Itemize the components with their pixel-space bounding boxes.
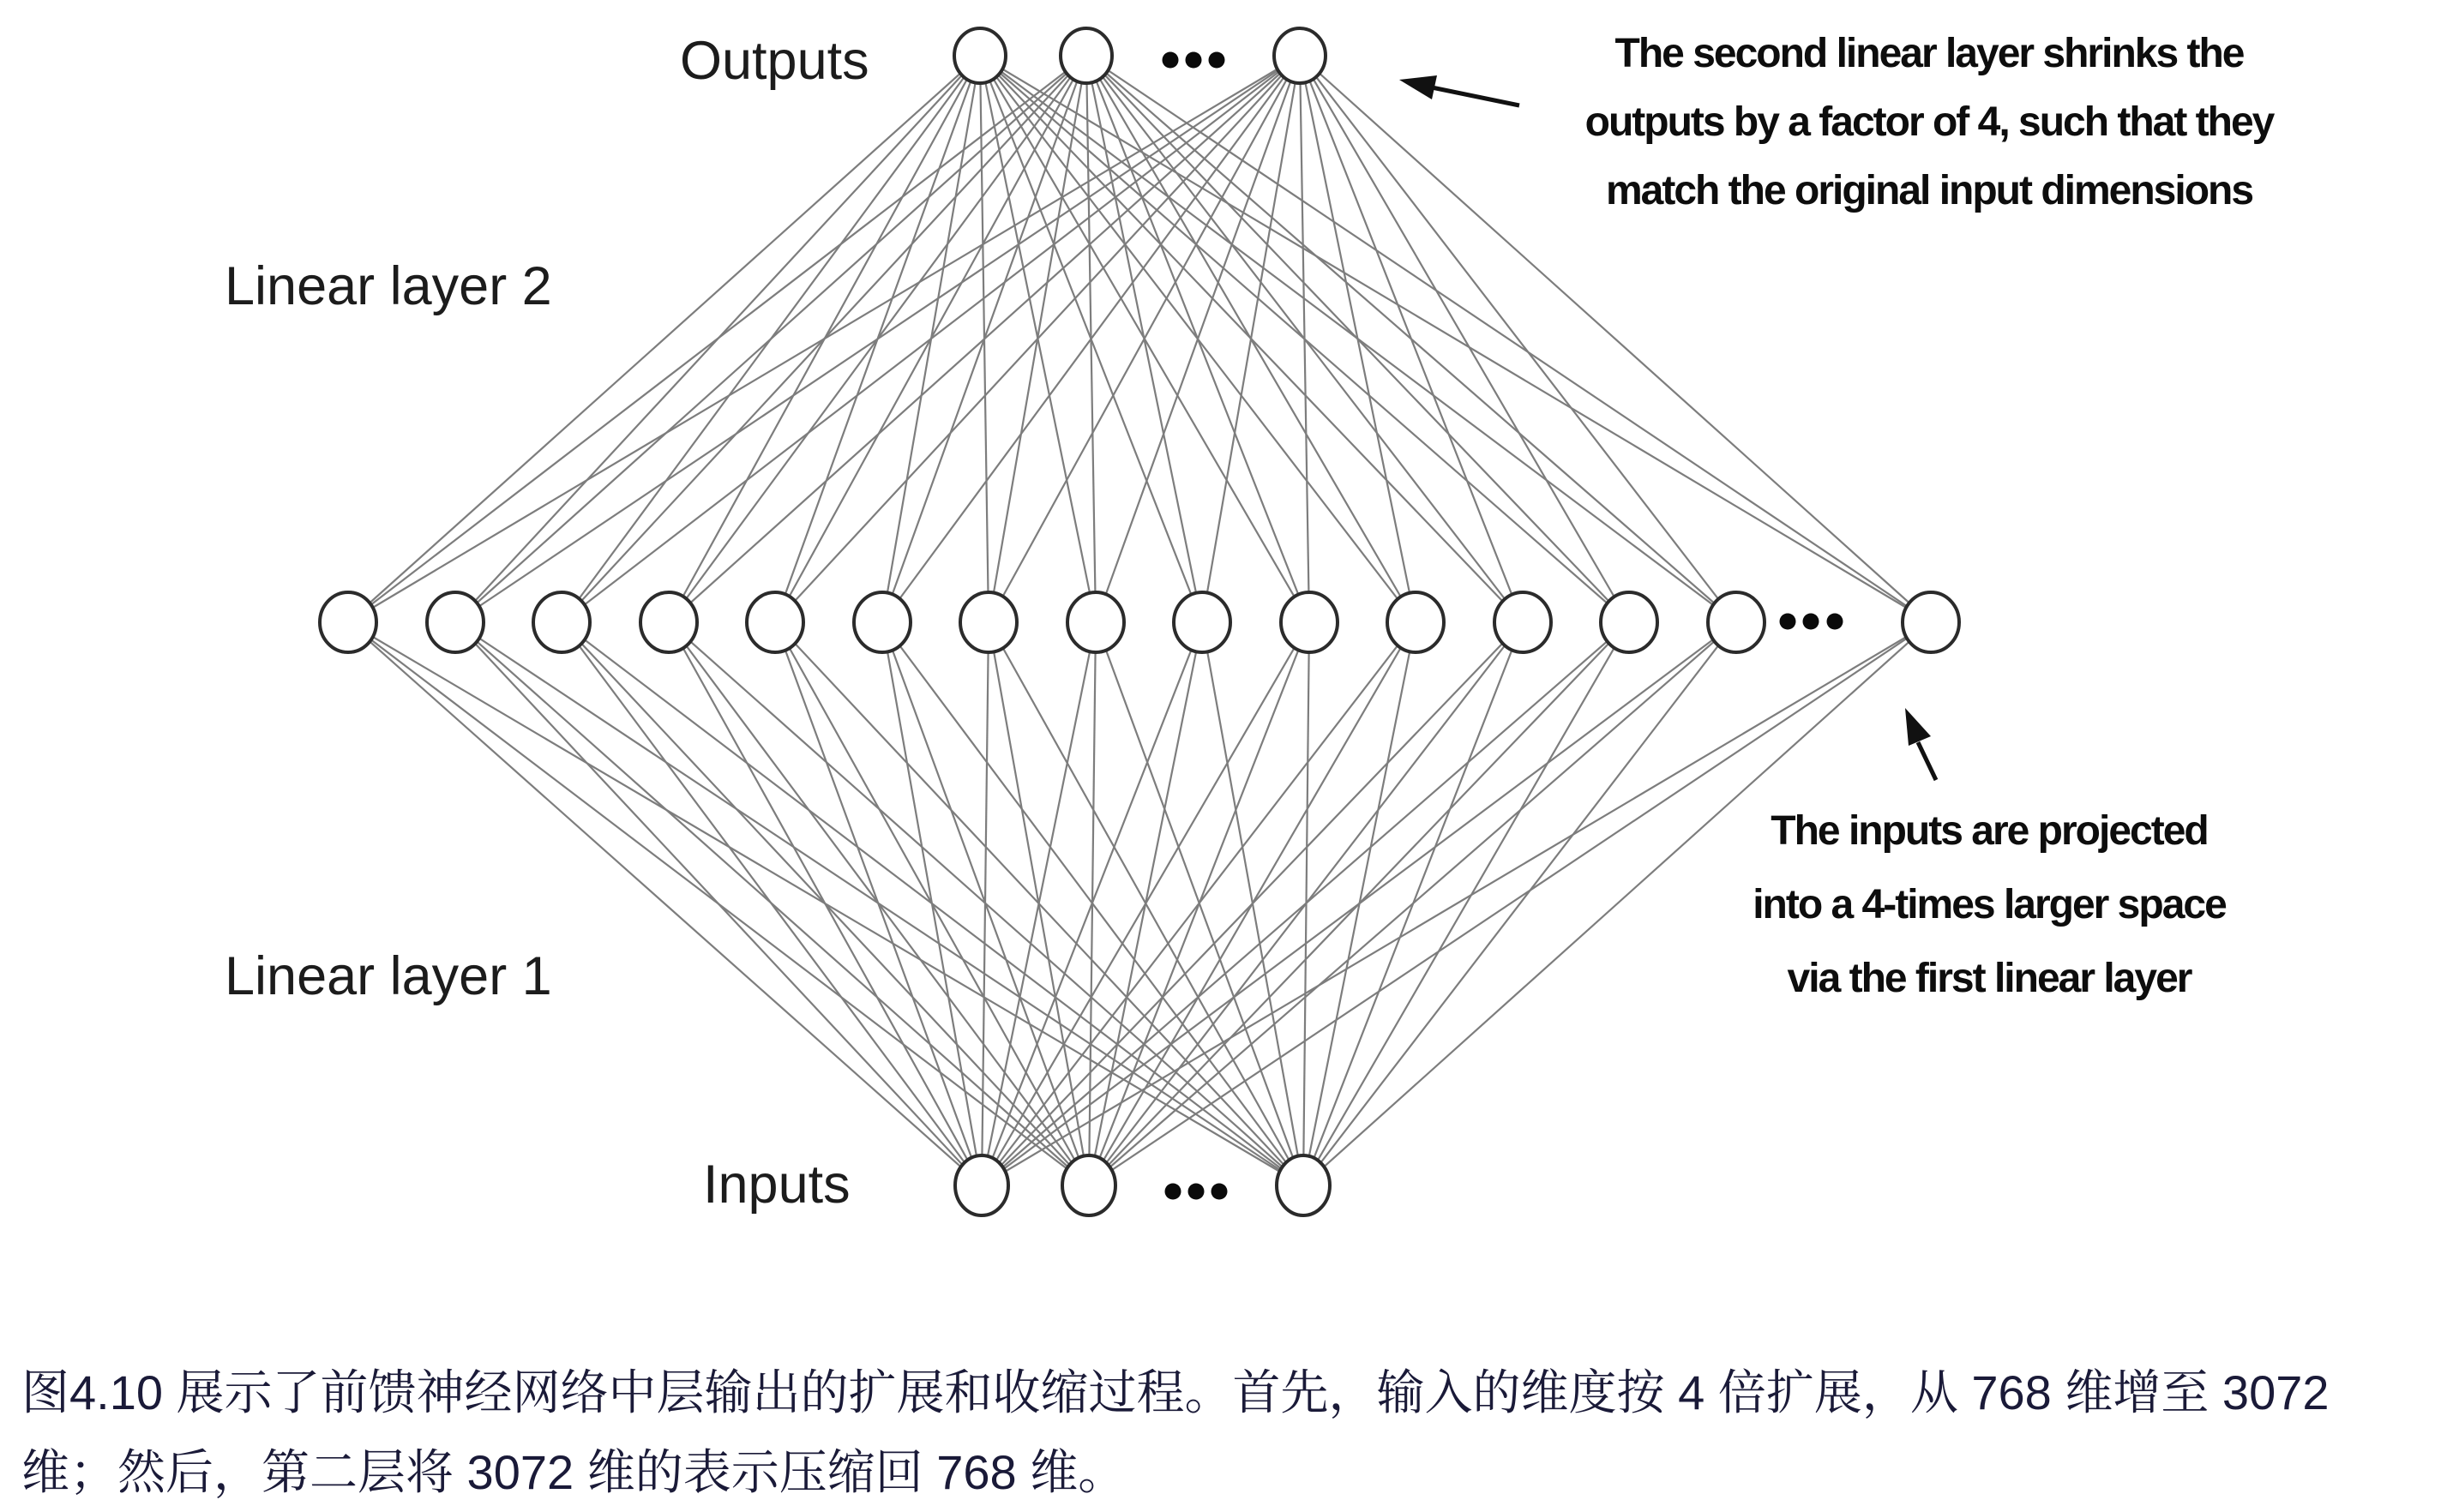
edge xyxy=(982,622,989,1185)
hidden-node xyxy=(747,592,803,652)
input-node xyxy=(1062,1155,1115,1215)
annotation-line: via the first linear layer xyxy=(1787,956,2191,1001)
annotation-line: The second linear layer shrinks the xyxy=(1614,31,2244,76)
edge xyxy=(882,56,980,622)
edge xyxy=(669,622,982,1185)
linear-layer-1-label: Linear layer 1 xyxy=(225,946,552,1006)
arrow-to-output-layer-icon xyxy=(1399,75,1519,105)
ellipsis-dot xyxy=(1165,1184,1181,1200)
edge xyxy=(775,56,980,622)
annotation-input-projection xyxy=(1753,808,2227,1001)
ellipsis-dot xyxy=(1211,1184,1228,1200)
hidden-node xyxy=(1067,592,1124,652)
annotation-line: match the original input dimensions xyxy=(1605,168,2253,213)
hidden-node xyxy=(427,592,484,652)
edge xyxy=(980,56,1523,622)
hidden-node xyxy=(1903,592,1959,652)
edge xyxy=(982,622,1523,1185)
edge xyxy=(980,56,989,622)
input-node xyxy=(1277,1155,1330,1215)
edge xyxy=(455,56,980,622)
ellipsis-dot xyxy=(1163,52,1179,69)
inputs-label: Inputs xyxy=(703,1155,851,1215)
hidden-node xyxy=(960,592,1017,652)
hidden-node xyxy=(640,592,697,652)
edge xyxy=(562,622,982,1185)
annotation-output-shrink xyxy=(1585,31,2276,213)
annotation-line: outputs by a factor of 4, such that they xyxy=(1584,99,2274,145)
hidden-node xyxy=(1281,592,1338,652)
ellipsis-dot xyxy=(1188,1184,1205,1200)
ellipsis-dot xyxy=(1209,52,1225,69)
edge xyxy=(669,56,980,622)
hidden-node xyxy=(533,592,590,652)
hidden-node xyxy=(1174,592,1230,652)
input-node xyxy=(955,1155,1008,1215)
arrow-to-hidden-layer-icon xyxy=(1905,708,1936,780)
hidden-node xyxy=(1601,592,1657,652)
outputs-label: Outputs xyxy=(680,31,869,91)
hidden-node xyxy=(1494,592,1551,652)
linear-layer-2-label: Linear layer 2 xyxy=(225,256,552,316)
figure-caption xyxy=(21,1353,2439,1512)
caption-line-2: 维；然后，第二层将 3072 维的表示压缩回 768 维。 xyxy=(21,1445,1127,1499)
annotation-line: The inputs are projected xyxy=(1771,808,2208,854)
ellipsis-dot xyxy=(1780,614,1796,630)
ellipsis-dot xyxy=(1186,52,1202,69)
annotation-line: into a 4-times larger space xyxy=(1753,882,2226,927)
edge xyxy=(982,622,1309,1185)
edge xyxy=(348,622,982,1185)
output-node xyxy=(954,28,1006,83)
edge xyxy=(982,622,1416,1185)
ellipsis-dot xyxy=(1827,614,1843,630)
edge xyxy=(980,56,1629,622)
hidden-node xyxy=(320,592,376,652)
edge xyxy=(882,622,982,1185)
hidden-node xyxy=(854,592,911,652)
hidden-node xyxy=(1387,592,1444,652)
hidden-node xyxy=(1708,592,1765,652)
edge xyxy=(1303,622,1629,1185)
edge xyxy=(775,622,982,1185)
ellipsis-dot xyxy=(1803,614,1819,630)
edge xyxy=(348,56,980,622)
output-node xyxy=(1061,28,1112,83)
output-node xyxy=(1274,28,1326,83)
caption-line-1: 图4.10 展示了前馈神经网络中层输出的扩展和收缩过程。首先，输入的维度按 4 倍扩展，从 768 维增至 3072 xyxy=(21,1365,2330,1419)
edge xyxy=(455,622,982,1185)
edge xyxy=(980,56,1309,622)
edge xyxy=(562,56,980,622)
edge xyxy=(1303,622,1736,1185)
